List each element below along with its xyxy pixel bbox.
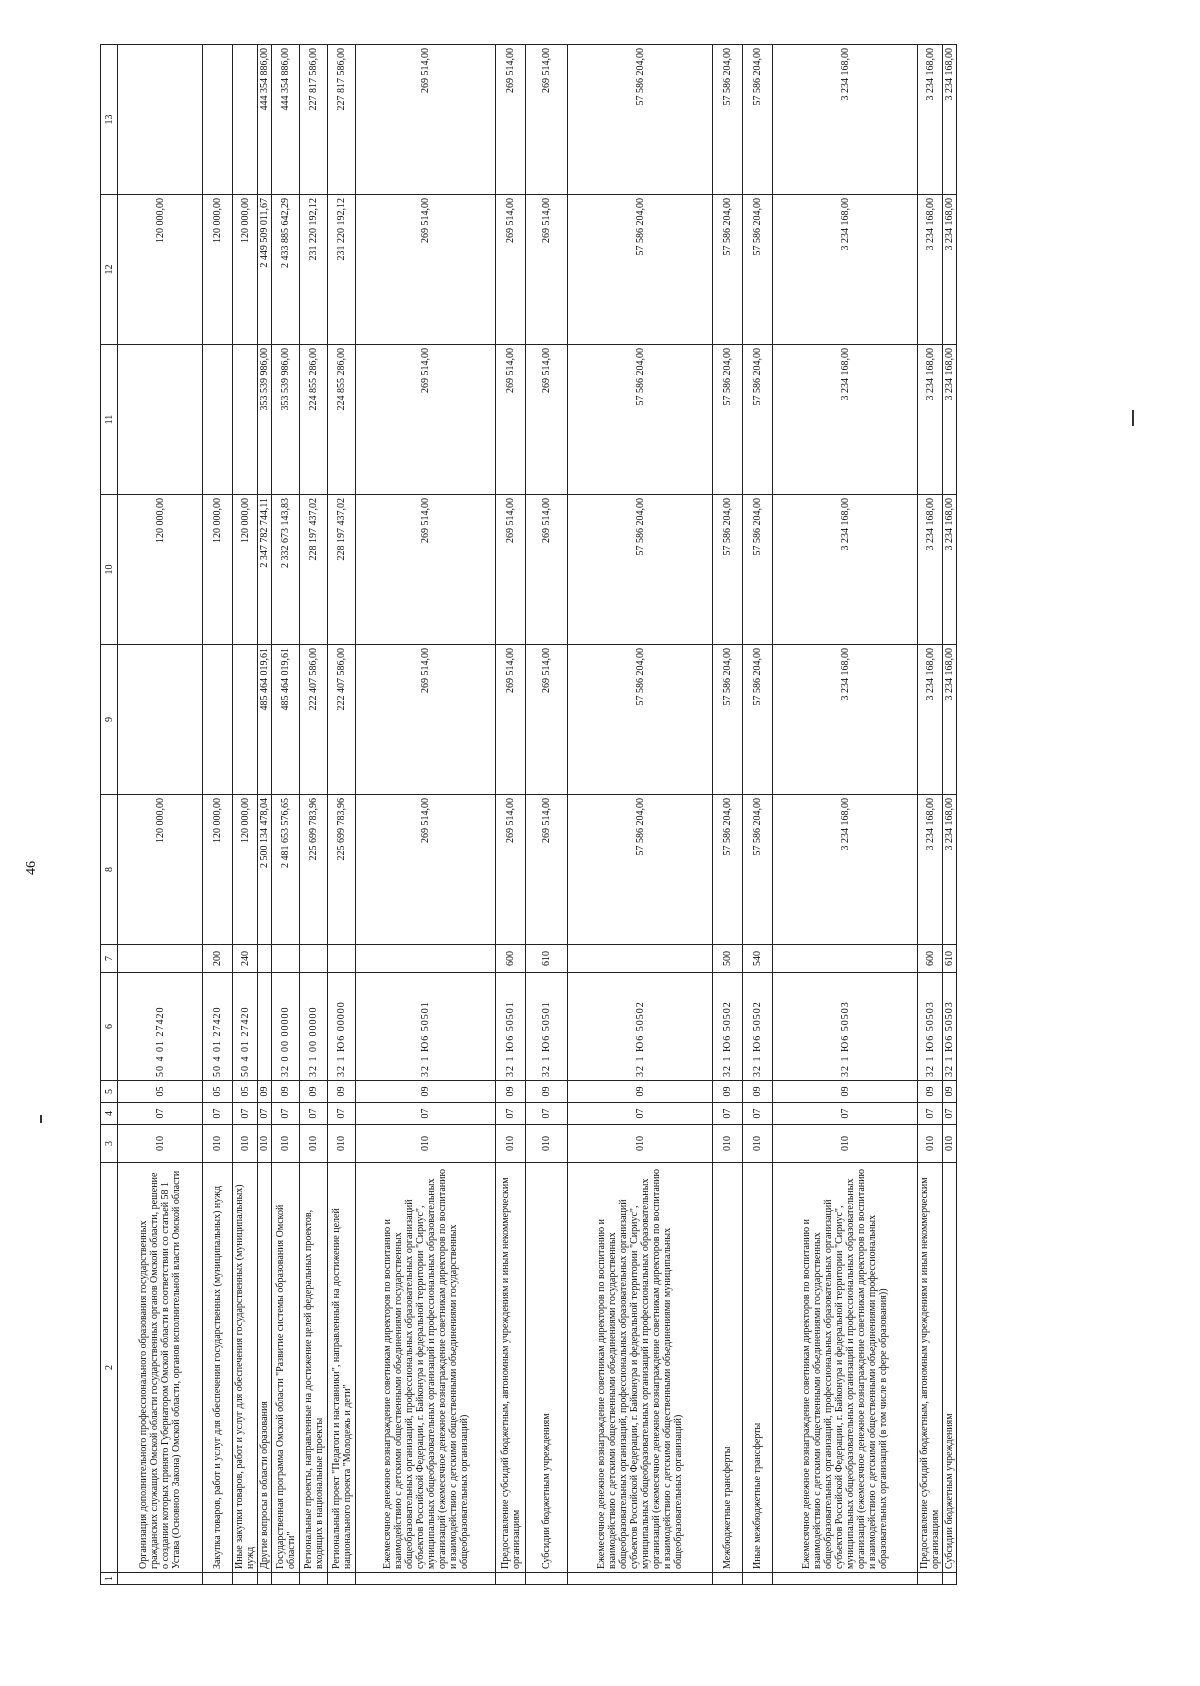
table-row xyxy=(713,45,743,1585)
cell-c4: 07 xyxy=(203,1103,233,1125)
row-name: Субсидии бюджетным учреждениям xyxy=(526,1163,568,1573)
cell-csr: 50 4 01 27420 xyxy=(203,973,233,1081)
cell-v11 xyxy=(203,345,233,495)
cell-csr: 32 1 Ю6 50502 xyxy=(743,973,773,1081)
column-header: 7 xyxy=(101,945,118,973)
row-name: Закупка товаров, работ и услуг для обеспечения государственных (муниципальных) нужд xyxy=(203,1163,233,1573)
row-marker-cell xyxy=(328,1573,356,1585)
cell-c7: 200 xyxy=(203,945,233,973)
cell-v8: 120 000,00 xyxy=(203,795,233,945)
cell-v10: 57 586 204,00 xyxy=(743,495,773,645)
cell-v9: 269 514,00 xyxy=(356,645,496,795)
cell-csr: 32 0 00 00000 xyxy=(272,973,300,1081)
column-header: 4 xyxy=(101,1103,118,1125)
column-header: 12 xyxy=(101,195,118,345)
cell-c5: 09 xyxy=(328,1081,356,1103)
cell-c3: 010 xyxy=(713,1125,743,1163)
cell-v10: 228 197 437,02 xyxy=(328,495,356,645)
cell-c3: 010 xyxy=(233,1125,258,1163)
row-marker-cell xyxy=(773,1573,918,1585)
cell-v10: 57 586 204,00 xyxy=(568,495,713,645)
cell-v9: 222 407 586,00 xyxy=(328,645,356,795)
cell-c5: 09 xyxy=(773,1081,918,1103)
column-header: 5 xyxy=(101,1081,118,1103)
row-name: Предоставление субсидий бюджетным, автономным учреждениям и иным некоммерческим организациям xyxy=(496,1163,526,1573)
column-number-row xyxy=(101,45,118,1585)
cell-v11: 224 855 286,00 xyxy=(300,345,328,495)
cell-v12: 269 514,00 xyxy=(356,195,496,345)
row-name: Ежемесячное денежное вознаграждение советникам директоров по воспитанию и взаимодействию с детскими общественными объединениями государственных общеобразовательных организаций, профессиональных образовательных организаций субъектов Российской Федерации, г. Байконура и федеральной территории "Сириус", муниципальных общеобразовательных организаций и профессиональных образовательных организаций (ежемесячное денежное вознаграждение советникам директоров по воспитанию и взаимодействию с детскими общественными объединениями профессиональных образовательных организаций (в том числе в сфере образования)) xyxy=(773,1163,918,1573)
cell-v9: 57 586 204,00 xyxy=(713,645,743,795)
cell-v12: 57 586 204,00 xyxy=(568,195,713,345)
cell-v8: 120 000,00 xyxy=(233,795,258,945)
row-marker-cell xyxy=(568,1573,713,1585)
cell-v10: 3 234 168,00 xyxy=(773,495,918,645)
cell-c3: 010 xyxy=(328,1125,356,1163)
row-marker-cell xyxy=(918,1573,943,1585)
cell-v9: 57 586 204,00 xyxy=(743,645,773,795)
table-row xyxy=(356,45,496,1585)
cell-c3: 010 xyxy=(526,1125,568,1163)
cell-v9: 485 464 019,61 xyxy=(272,645,300,795)
cell-v13: 57 586 204,00 xyxy=(713,45,743,195)
cell-c4: 07 xyxy=(328,1103,356,1125)
table-row xyxy=(118,45,203,1585)
cell-v8: 2 500 134 478,04 xyxy=(258,795,272,945)
cell-csr: 32 1 00 00000 xyxy=(300,973,328,1081)
cell-v8: 2 481 653 576,65 xyxy=(272,795,300,945)
table-row xyxy=(328,45,356,1585)
cell-c3: 010 xyxy=(356,1125,496,1163)
row-marker-cell xyxy=(272,1573,300,1585)
cell-csr: 50 4 01 27420 xyxy=(118,973,203,1081)
cell-csr: 32 1 Ю6 50503 xyxy=(773,973,918,1081)
row-name: Субсидии бюджетным учреждениям xyxy=(943,1163,957,1573)
cell-v8: 3 234 168,00 xyxy=(943,795,957,945)
table-row xyxy=(496,45,526,1585)
column-header: 1 xyxy=(101,1573,118,1585)
cell-v10: 3 234 168,00 xyxy=(918,495,943,645)
cell-c4: 07 xyxy=(918,1103,943,1125)
cell-c4: 07 xyxy=(496,1103,526,1125)
row-marker-cell xyxy=(356,1573,496,1585)
row-name: Другие вопросы в области образования xyxy=(258,1163,272,1573)
cell-c7 xyxy=(258,945,272,973)
cell-c7 xyxy=(300,945,328,973)
cell-c5: 09 xyxy=(496,1081,526,1103)
table-row xyxy=(773,45,918,1585)
cell-v11 xyxy=(118,345,203,495)
cell-v11: 353 539 986,00 xyxy=(272,345,300,495)
cell-v12: 120 000,00 xyxy=(233,195,258,345)
cell-c4: 07 xyxy=(272,1103,300,1125)
table-row xyxy=(743,45,773,1585)
row-marker-cell xyxy=(300,1573,328,1585)
cell-v10: 120 000,00 xyxy=(203,495,233,645)
row-marker-cell xyxy=(943,1573,957,1585)
cell-c7 xyxy=(568,945,713,973)
cell-v9: 485 464 019,61 xyxy=(258,645,272,795)
cell-v9: 57 586 204,00 xyxy=(568,645,713,795)
page-number: 46 xyxy=(24,861,39,875)
cell-c3: 010 xyxy=(203,1125,233,1163)
cell-v10: 228 197 437,02 xyxy=(300,495,328,645)
cell-v8: 225 699 783,96 xyxy=(328,795,356,945)
row-marker-cell xyxy=(743,1573,773,1585)
cell-c3: 010 xyxy=(272,1125,300,1163)
column-header: 13 xyxy=(101,45,118,195)
cell-v11: 57 586 204,00 xyxy=(713,345,743,495)
row-name: Региональные проекты, направленные на достижение целей федеральных проектов, входящих в национальные проекты xyxy=(300,1163,328,1573)
cell-v12: 57 586 204,00 xyxy=(743,195,773,345)
cell-csr: 32 1 Ю6 50501 xyxy=(496,973,526,1081)
cell-c4: 07 xyxy=(300,1103,328,1125)
cell-v12: 57 586 204,00 xyxy=(713,195,743,345)
row-name: Организация дополнительного профессионального образования государственных гражданских служащих Омской области государственных органов Омской области, решение о создании которых принято Губернатором Омской области в соответствии со статьей 58 1 Устава (Основного Закона) Омской области, органов исполнительной власти Омской области xyxy=(118,1163,203,1573)
cell-c4: 07 xyxy=(713,1103,743,1125)
row-name: Государственная программа Омской области "Развитие системы образования Омской области" xyxy=(272,1163,300,1573)
column-header: 11 xyxy=(101,345,118,495)
column-header: 9 xyxy=(101,645,118,795)
cell-v13: 3 234 168,00 xyxy=(773,45,918,195)
cell-c4: 07 xyxy=(118,1103,203,1125)
cell-v11: 353 539 986,00 xyxy=(258,345,272,495)
cell-c5: 09 xyxy=(713,1081,743,1103)
cell-csr: 50 4 01 27420 xyxy=(233,973,258,1081)
cell-c5: 09 xyxy=(943,1081,957,1103)
cell-v13: 227 817 586,00 xyxy=(300,45,328,195)
cell-v13 xyxy=(233,45,258,195)
cell-c3: 010 xyxy=(773,1125,918,1163)
table-row xyxy=(918,45,943,1585)
cell-c7: 240 xyxy=(233,945,258,973)
cell-v13: 444 354 886,00 xyxy=(258,45,272,195)
cell-c4: 07 xyxy=(526,1103,568,1125)
row-name: Иные межбюджетные трансферты xyxy=(743,1163,773,1573)
cell-v8: 57 586 204,00 xyxy=(743,795,773,945)
cell-v8: 3 234 168,00 xyxy=(773,795,918,945)
cell-v13: 227 817 586,00 xyxy=(328,45,356,195)
cell-v9: 3 234 168,00 xyxy=(773,645,918,795)
cell-c4: 07 xyxy=(943,1103,957,1125)
cell-v12: 120 000,00 xyxy=(203,195,233,345)
cell-c7 xyxy=(272,945,300,973)
cell-v12: 3 234 168,00 xyxy=(773,195,918,345)
cell-c7: 540 xyxy=(743,945,773,973)
cell-csr xyxy=(258,973,272,1081)
row-name: Региональный проект "Педагоги и наставники", направленный на достижение целей национального проекта "Молодежь и дети" xyxy=(328,1163,356,1573)
cell-v13 xyxy=(118,45,203,195)
cell-c3: 010 xyxy=(743,1125,773,1163)
cell-v12: 2 449 509 011,67 xyxy=(258,195,272,345)
cell-v13: 3 234 168,00 xyxy=(918,45,943,195)
column-header: 10 xyxy=(101,495,118,645)
cell-v9: 3 234 168,00 xyxy=(918,645,943,795)
cell-v13: 3 234 168,00 xyxy=(943,45,957,195)
cell-c7: 500 xyxy=(713,945,743,973)
cell-c4: 07 xyxy=(773,1103,918,1125)
cell-v13: 57 586 204,00 xyxy=(743,45,773,195)
column-header: 6 xyxy=(101,973,118,1081)
cell-v10: 3 234 168,00 xyxy=(943,495,957,645)
cell-c7 xyxy=(118,945,203,973)
cell-v10: 269 514,00 xyxy=(356,495,496,645)
cell-c7 xyxy=(328,945,356,973)
budget-table xyxy=(100,44,957,1585)
cell-csr: 32 1 Ю6 50501 xyxy=(356,973,496,1081)
column-header: 3 xyxy=(101,1125,118,1163)
cell-v8: 57 586 204,00 xyxy=(713,795,743,945)
cell-c5: 09 xyxy=(258,1081,272,1103)
cell-c3: 010 xyxy=(258,1125,272,1163)
cell-v13: 269 514,00 xyxy=(356,45,496,195)
scan-mark xyxy=(40,1115,42,1123)
row-marker-cell xyxy=(713,1573,743,1585)
cell-c7: 600 xyxy=(496,945,526,973)
cell-v9 xyxy=(118,645,203,795)
cell-v10: 57 586 204,00 xyxy=(713,495,743,645)
cell-v8: 269 514,00 xyxy=(356,795,496,945)
cell-csr: 32 1 Ю6 50501 xyxy=(526,973,568,1081)
cell-c7: 610 xyxy=(526,945,568,973)
cell-c5: 09 xyxy=(918,1081,943,1103)
cell-v10: 120 000,00 xyxy=(233,495,258,645)
cell-v10: 2 332 673 143,83 xyxy=(272,495,300,645)
cell-v11: 269 514,00 xyxy=(496,345,526,495)
cell-v9: 269 514,00 xyxy=(526,645,568,795)
cell-csr: 32 1 Ю6 50503 xyxy=(943,973,957,1081)
row-marker-cell xyxy=(258,1573,272,1585)
cell-c5: 05 xyxy=(203,1081,233,1103)
row-marker-cell xyxy=(118,1573,203,1585)
cell-c7: 610 xyxy=(943,945,957,973)
cell-c5: 05 xyxy=(233,1081,258,1103)
table-row xyxy=(300,45,328,1585)
cell-v10: 269 514,00 xyxy=(496,495,526,645)
cell-csr: 32 1 Ю6 50502 xyxy=(568,973,713,1081)
cell-v9: 3 234 168,00 xyxy=(943,645,957,795)
cell-v10: 269 514,00 xyxy=(526,495,568,645)
table-row xyxy=(203,45,233,1585)
cell-csr: 32 1 Ю6 50502 xyxy=(713,973,743,1081)
cell-c7: 600 xyxy=(918,945,943,973)
cell-v8: 269 514,00 xyxy=(496,795,526,945)
cell-c5: 09 xyxy=(526,1081,568,1103)
cell-v12: 269 514,00 xyxy=(496,195,526,345)
cell-v11: 269 514,00 xyxy=(526,345,568,495)
cell-csr: 32 1 Ю6 00000 xyxy=(328,973,356,1081)
cell-v11 xyxy=(233,345,258,495)
cell-c3: 010 xyxy=(943,1125,957,1163)
cell-v11: 3 234 168,00 xyxy=(943,345,957,495)
cell-v11: 57 586 204,00 xyxy=(568,345,713,495)
cell-v12: 3 234 168,00 xyxy=(943,195,957,345)
cell-v13: 57 586 204,00 xyxy=(568,45,713,195)
cell-v12: 231 220 192,12 xyxy=(328,195,356,345)
cell-v10: 2 347 782 744,11 xyxy=(258,495,272,645)
cell-c4: 07 xyxy=(743,1103,773,1125)
cell-v9: 269 514,00 xyxy=(496,645,526,795)
cell-v8: 120 000,00 xyxy=(118,795,203,945)
cell-c3: 010 xyxy=(568,1125,713,1163)
cell-c5: 09 xyxy=(272,1081,300,1103)
cell-v13: 444 354 886,00 xyxy=(272,45,300,195)
row-name: Иные закупки товаров, работ и услуг для обеспечения государственных (муниципальных) нужд xyxy=(233,1163,258,1573)
cell-v12: 2 433 885 642,29 xyxy=(272,195,300,345)
cell-v8: 225 699 783,96 xyxy=(300,795,328,945)
cell-c4: 07 xyxy=(258,1103,272,1125)
cell-v11: 57 586 204,00 xyxy=(743,345,773,495)
table-row xyxy=(233,45,258,1585)
row-name: Предоставление субсидий бюджетным, автономным учреждениям и иным некоммерческим организациям xyxy=(918,1163,943,1573)
cell-v12: 269 514,00 xyxy=(526,195,568,345)
row-name: Ежемесячное денежное вознаграждение советникам директоров по воспитанию и взаимодействию с детскими общественными объединениями государственных общеобразовательных организаций, профессиональных образовательных организаций субъектов Российской Федерации, г. Байконура и федеральной территории "Сириус", муниципальных общеобразовательных организаций и профессиональных образовательных организаций (ежемесячное денежное вознаграждение советникам директоров по воспитанию и взаимодействию с детскими общественными объединениями государственных общеобразовательных организаций) xyxy=(356,1163,496,1573)
cell-c4: 07 xyxy=(568,1103,713,1125)
cell-v13: 269 514,00 xyxy=(496,45,526,195)
cell-v11: 3 234 168,00 xyxy=(773,345,918,495)
cell-v12: 3 234 168,00 xyxy=(918,195,943,345)
cell-c5: 09 xyxy=(300,1081,328,1103)
cell-v12: 120 000,00 xyxy=(118,195,203,345)
row-name: Межбюджетные трансферты xyxy=(713,1163,743,1573)
table-row xyxy=(526,45,568,1585)
cell-c4: 07 xyxy=(233,1103,258,1125)
cell-v8: 57 586 204,00 xyxy=(568,795,713,945)
cell-v13 xyxy=(203,45,233,195)
cell-v9 xyxy=(203,645,233,795)
cell-c7 xyxy=(356,945,496,973)
cell-c3: 010 xyxy=(118,1125,203,1163)
cell-v11: 3 234 168,00 xyxy=(918,345,943,495)
table-row xyxy=(568,45,713,1585)
cell-c5: 09 xyxy=(568,1081,713,1103)
cell-c5: 09 xyxy=(356,1081,496,1103)
cell-v10: 120 000,00 xyxy=(118,495,203,645)
cell-v8: 269 514,00 xyxy=(526,795,568,945)
cell-csr: 32 1 Ю6 50503 xyxy=(918,973,943,1081)
row-marker-cell xyxy=(203,1573,233,1585)
cell-c3: 010 xyxy=(918,1125,943,1163)
row-marker-cell xyxy=(526,1573,568,1585)
row-marker-cell xyxy=(233,1573,258,1585)
cell-c4: 07 xyxy=(356,1103,496,1125)
cell-v8: 3 234 168,00 xyxy=(918,795,943,945)
table-row xyxy=(258,45,272,1585)
table-row xyxy=(272,45,300,1585)
cell-v11: 269 514,00 xyxy=(356,345,496,495)
column-header: 2 xyxy=(101,1163,118,1573)
column-header: 8 xyxy=(101,795,118,945)
cell-c3: 010 xyxy=(300,1125,328,1163)
cell-v11: 224 855 286,00 xyxy=(328,345,356,495)
rotated-page xyxy=(100,45,1175,1585)
row-name: Ежемесячное денежное вознаграждение советникам директоров по воспитанию и взаимодействию с детскими общественными объединениями государственных общеобразовательных организаций, профессиональных образовательных организаций субъектов Российской Федерации, г. Байконура и федеральной территории "Сириус", муниципальных общеобразовательных организаций и профессиональных образовательных организаций (ежемесячное денежное вознаграждение советникам директоров по воспитанию и взаимодействию с детскими общественными объединениями муниципальных общеобразовательных организаций) xyxy=(568,1163,713,1573)
cell-c5: 09 xyxy=(743,1081,773,1103)
row-marker-cell xyxy=(496,1573,526,1585)
cell-c3: 010 xyxy=(496,1125,526,1163)
cell-v9 xyxy=(233,645,258,795)
cell-v9: 222 407 586,00 xyxy=(300,645,328,795)
table-row xyxy=(943,45,957,1585)
cell-v12: 231 220 192,12 xyxy=(300,195,328,345)
cell-v13: 269 514,00 xyxy=(526,45,568,195)
cell-c7 xyxy=(773,945,918,973)
cell-c5: 05 xyxy=(118,1081,203,1103)
